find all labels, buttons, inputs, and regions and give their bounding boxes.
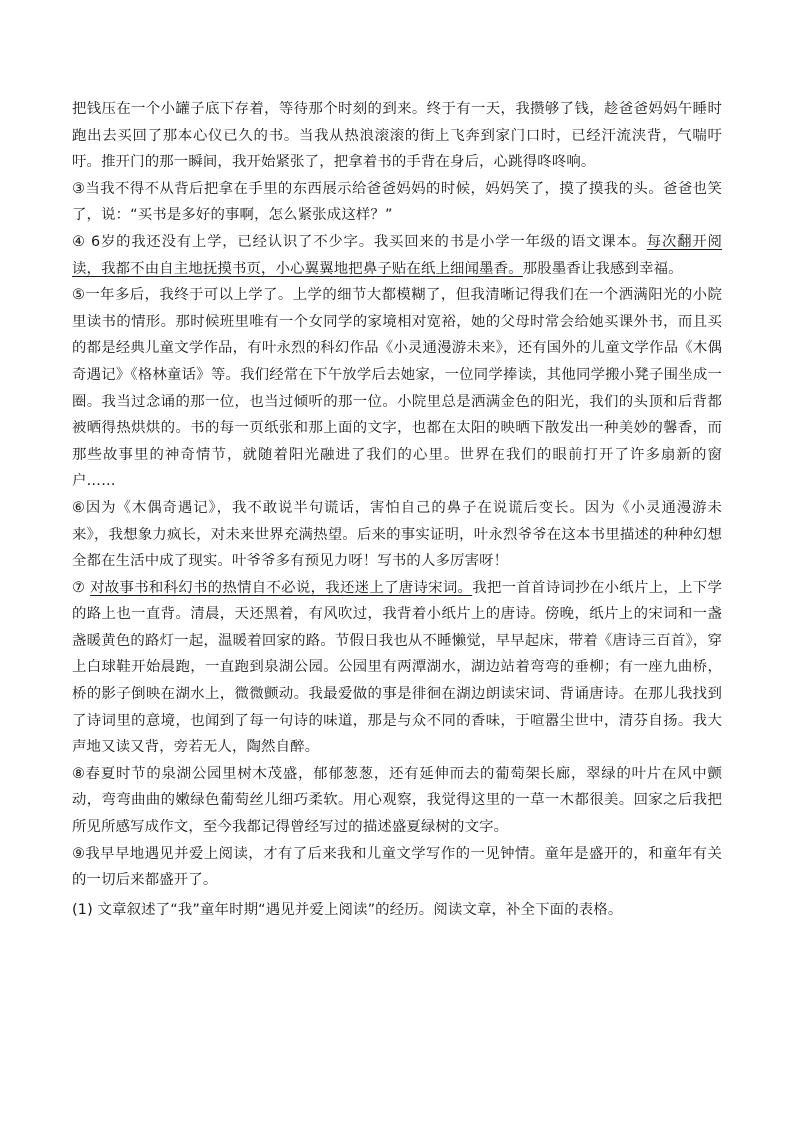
paragraph-7 bbox=[72, 575, 722, 761]
text-segment: ⑧春夏时节的泉湖公园里树木茂盛，郁郁葱葱，还有延伸而去的葡萄架长廊，翠绿的叶片在风中颤动，弯弯曲曲的嫩绿色葡萄丝儿细巧柔软。用心观察，我觉得这里的一草一木都很美。回家之后我把所见所感写成作文，至今我都记得曾经写过的描述盛夏绿树的文字。 bbox=[72, 765, 722, 836]
paragraph-6 bbox=[72, 495, 722, 575]
text-segment: ⑨我早早地遇见并爱上阅读，才有了后来我和儿童文学写作的一见钟情。童年是盛开的，和童年有关的一切后来都盛开了。 bbox=[72, 845, 722, 889]
text-segment: ③当我不得不从背后把拿在手里的东西展示给爸爸妈妈的时候，妈妈笑了，摸了摸我的头。爸爸也笑了，说：“买书是多好的事啊，怎么紧张成这样？” bbox=[72, 180, 722, 224]
paragraph-8 bbox=[72, 761, 722, 841]
paragraph-3 bbox=[72, 176, 722, 229]
underlined-sentence: 对故事书和科幻书的热情自不必说，我还迷上了唐诗宋词。 bbox=[90, 579, 473, 596]
paragraph-intro bbox=[72, 96, 722, 176]
paragraph-4 bbox=[72, 229, 722, 282]
text-segment: 那股墨香让我感到幸福。 bbox=[522, 260, 683, 277]
text-segment: ⑦ bbox=[72, 579, 91, 596]
question-text: (1) 文章叙述了“我”童年时期“遇见并爱上阅读”的经历。阅读文章，补全下面的表格。 bbox=[72, 901, 623, 918]
reading-passage bbox=[72, 96, 722, 923]
text-segment: ⑤一年多后，我终于可以上学了。上学的细节大都模糊了，但我清晰记得我们在一个洒满阳光的小院里读书的情形。那时候班里唯有一个女同学的家境相对宽裕，她的父母时常会给她买课外书，而且买的都是经典儿童文学作品，有叶永烈的科幻作品《小灵通漫游未来》，还有国外的儿童文学作品《木偶奇遇记》《格林童话》等。我们经常在下午放学后去她家，一位同学捧读，其他同学搬小凳子围坐成一圈。我当过念诵的那一位，也当过倾听的那一位。小院里总是洒满金色的阳光，我们的头顶和后背都被晒得热烘烘的。书的每一页纸张和那上面的文字，也都在太阳的映晒下散发出一种美妙的馨香，而那些故事里的神奇情节，就随着阳光融进了我们的心里。世界在我们的眼前打开了许多扇新的窗户…… bbox=[72, 287, 722, 490]
text-segment: ⑥因为《木偶奇遇记》，我不敢说半句谎话，害怕自己的鼻子在说谎后变长。因为《小灵通漫游未来》，我想象力疯长，对未来世界充满热望。后来的事实证明，叶永烈爷爷在这本书里描述的种种幻想全都在生活中成了现实。叶爷爷多有预见力呀！写书的人多厉害呀！ bbox=[72, 499, 722, 570]
text-segment: ④ 6岁的我还没有上学，已经认识了不少字。我买回来的书是小学一年级的语文课本。 bbox=[72, 233, 647, 250]
underlined-sentence: 每次翻开阅读，我都不由自主地抚摸书页，小心翼翼地把鼻子贴在纸上细闻墨香。 bbox=[72, 233, 722, 277]
question-1 bbox=[72, 897, 722, 924]
text-segment: 我把一首首诗词抄在小纸片上，上下学的路上也一直背。清晨，天还黑着，有风吹过，我背着小纸片上的唐诗。傍晚，纸片上的宋词和一盏盏暖黄色的路灯一起，温暖着回家的路。节假日我也从不睡懒觉，早早起床，带着《唐诗三百首》，穿上白球鞋开始晨跑，一直跑到泉湖公园。公园里有两潭湖水，湖边站着弯弯的垂柳；有一座九曲桥，桥的影子倒映在湖水上，微微颤动。我最爱做的事是徘徊在湖边朗读宋词、背诵唐诗。在那儿我找到了诗词里的意境，也闻到了每一句诗的味道，那是与众不同的香味，于喧嚣尘世中，清芬自扬。我大声地又读又背，旁若无人，陶然自醉。 bbox=[72, 579, 722, 756]
paragraph-9 bbox=[72, 841, 722, 894]
text-segment: 把钱压在一个小罐子底下存着，等待那个时刻的到来。终于有一天，我攒够了钱，趁爸爸妈妈午睡时跑出去买回了那本心仪已久的书。当我从热浪滚滚的街上飞奔到家门口时，已经汗流浃背，气喘吁吁。推开门的那一瞬间，我开始紧张了，把拿着书的手背在身后，心跳得咚咚响。 bbox=[72, 101, 722, 171]
paragraph-5 bbox=[72, 282, 722, 495]
